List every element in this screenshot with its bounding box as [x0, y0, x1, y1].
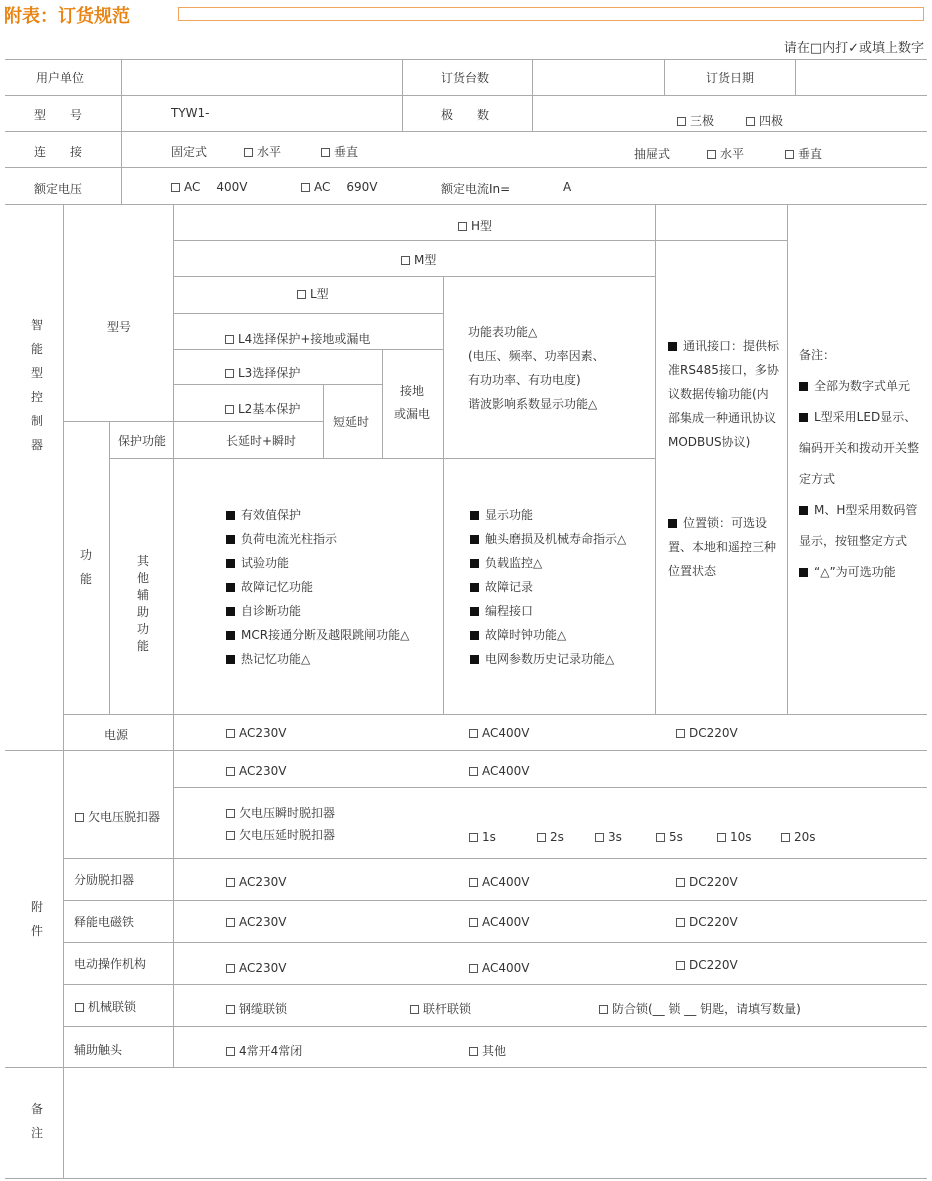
protection-label: 保护功能: [118, 434, 167, 448]
pole-4-option[interactable]: 四极: [746, 112, 783, 129]
checkbox[interactable]: [469, 918, 478, 927]
checkbox[interactable]: [75, 813, 84, 822]
checkbox[interactable]: [321, 148, 330, 157]
leakage-label: 或漏电: [394, 407, 431, 421]
checkbox[interactable]: [537, 833, 546, 842]
remarks-title: 备注：: [799, 348, 836, 362]
table-rule: [173, 384, 382, 385]
remarks-list: [799, 371, 923, 588]
checkbox[interactable]: [244, 148, 253, 157]
bullet-icon: [799, 568, 808, 577]
l-type-option[interactable]: L型: [297, 285, 329, 302]
function-label: 功能: [79, 548, 92, 586]
left-function-list: [226, 503, 409, 671]
aux-function-label: 其他辅助功能: [136, 554, 149, 653]
checkbox[interactable]: [226, 729, 235, 738]
pole-3-option[interactable]: 三极: [677, 112, 714, 129]
motor-operator-label: 电动操作机构: [74, 957, 147, 971]
checkbox[interactable]: [469, 833, 478, 842]
table-rule: [5, 95, 927, 96]
bullet-icon: [470, 559, 479, 568]
checkbox[interactable]: [225, 405, 234, 414]
bullet-icon: [799, 382, 808, 391]
order-qty-label: 订货台数: [441, 71, 490, 85]
fixed-vertical-option[interactable]: 垂直: [321, 143, 358, 160]
controller-label: 智能型控制器: [30, 318, 43, 452]
undervoltage-option[interactable]: 欠电压脱扣器: [75, 808, 160, 825]
interlock-option[interactable]: 机械联锁: [75, 998, 136, 1015]
table-rule: [109, 458, 655, 459]
bullet-icon: [470, 511, 479, 520]
checkbox[interactable]: [226, 831, 235, 840]
table-rule: [63, 204, 64, 1178]
checkbox[interactable]: [656, 833, 665, 842]
delay-2s-option[interactable]: 2s: [537, 830, 564, 844]
checkbox[interactable]: [469, 729, 478, 738]
table-rule: [63, 714, 927, 715]
bullet-icon: [226, 583, 235, 592]
remark-item: M、H型采用数码管显示，按钮整定方式: [799, 503, 918, 548]
list-item: 电网参数历史记录功能△: [470, 647, 626, 671]
cable-interlock-option[interactable]: 钢缆联锁: [226, 1000, 287, 1017]
motor-dc220-option[interactable]: DC220V: [676, 958, 738, 972]
list-item: 显示功能: [470, 503, 626, 527]
aux-other-option[interactable]: 其他: [469, 1042, 506, 1059]
list-item: 负载监控△: [470, 551, 626, 575]
model-label: 型 号: [34, 108, 83, 122]
user-unit-label: 用户单位: [36, 71, 85, 85]
checkbox[interactable]: [226, 878, 235, 887]
power-dc220-option[interactable]: DC220V: [676, 726, 738, 740]
delay-10s-option[interactable]: 10s: [717, 830, 752, 844]
table-border: [5, 59, 927, 60]
table-border: [5, 1178, 927, 1179]
list-item: 编程接口: [470, 599, 626, 623]
anti-close-lock-option[interactable]: 防合锁(__ 锁 __ 钥匙，请填写数量): [599, 1000, 801, 1017]
checkbox[interactable]: [676, 961, 685, 970]
bullet-icon: [470, 583, 479, 592]
list-item: 负荷电流光柱指示: [226, 527, 409, 551]
checkbox[interactable]: [785, 150, 794, 159]
table-rule: [121, 59, 122, 204]
table-rule: [443, 276, 444, 714]
list-item: 热记忆功能△: [226, 647, 409, 671]
closing-ac230-option[interactable]: AC230V: [226, 915, 287, 929]
table-rule: [173, 750, 174, 1067]
fixed-label: 固定式: [171, 145, 208, 159]
table-rule: [63, 900, 927, 901]
table-rule: [63, 858, 927, 859]
checkbox[interactable]: [226, 1005, 235, 1014]
m-type-option[interactable]: M型: [401, 251, 436, 268]
bullet-icon: [470, 535, 479, 544]
bullet-icon: [226, 559, 235, 568]
checkbox[interactable]: [469, 964, 478, 973]
table-rule: [173, 787, 927, 788]
table-rule: [787, 204, 788, 714]
notes-field[interactable]: [64, 1068, 926, 1177]
voltage-400-option[interactable]: AC 400V: [171, 180, 248, 194]
table-rule: [5, 750, 927, 751]
checkbox[interactable]: [676, 918, 685, 927]
protection-value: 长延时+瞬时: [226, 434, 297, 448]
title-decoration-bar: [178, 7, 924, 21]
connection-label: 连 接: [34, 145, 83, 159]
aux-4no4nc-option[interactable]: 4常开4常闭: [226, 1042, 302, 1059]
table-rule: [109, 421, 110, 714]
drawer-horizontal-option[interactable]: 水平: [707, 145, 744, 162]
table-rule: [5, 131, 927, 132]
page-title: 附表：订货规范: [4, 6, 130, 27]
bullet-icon: [799, 413, 808, 422]
checkbox[interactable]: [226, 1047, 235, 1056]
checkbox[interactable]: [401, 256, 410, 265]
table-rule: [173, 421, 323, 422]
checkbox[interactable]: [599, 1005, 608, 1014]
rod-interlock-option[interactable]: 联杆联锁: [410, 1000, 471, 1017]
list-item: 故障记录: [470, 575, 626, 599]
checkbox[interactable]: [171, 183, 180, 192]
delay-20s-option[interactable]: 20s: [781, 830, 816, 844]
drawer-label: 抽屉式: [634, 147, 671, 161]
delay-1s-option[interactable]: 1s: [469, 830, 496, 844]
rated-voltage-label: 额定电压: [34, 182, 83, 196]
list-item: 故障记忆功能: [226, 575, 409, 599]
table-rule: [664, 59, 665, 95]
model-value: TYW1-: [171, 106, 210, 120]
table-rule: [173, 204, 174, 750]
table-rule: [63, 1026, 927, 1027]
checkbox[interactable]: [677, 117, 686, 126]
controller-type-label: 型号: [107, 320, 132, 334]
order-date-label: 订货日期: [706, 71, 755, 85]
poles-label: 极 数: [441, 108, 490, 122]
bullet-icon: [668, 519, 677, 528]
motor-ac400-option[interactable]: AC400V: [469, 961, 530, 975]
checkbox[interactable]: [226, 918, 235, 927]
checkbox[interactable]: [225, 335, 234, 344]
drawer-vertical-option[interactable]: 垂直: [785, 145, 822, 162]
checkbox[interactable]: [226, 767, 235, 776]
checkbox[interactable]: [469, 878, 478, 887]
checkbox[interactable]: [707, 150, 716, 159]
meter-function-text: 功能表功能△ (电压、频率、功率因素、 有功功率、有功电度) 谐波影响系数显示功能△: [468, 325, 605, 411]
bullet-icon: [226, 631, 235, 640]
ground-label: 接地: [400, 384, 425, 398]
rated-current-label: 额定电流In=: [441, 182, 511, 196]
shunt-ac400-option[interactable]: AC400V: [469, 875, 530, 889]
table-rule: [173, 349, 443, 350]
short-delay-label: 短延时: [333, 415, 370, 429]
bullet-icon: [470, 607, 479, 616]
delay-5s-option[interactable]: 5s: [656, 830, 683, 844]
shunt-release-label: 分励脱扣器: [74, 873, 135, 887]
right-function-list: [470, 503, 626, 671]
uv-instant-option[interactable]: 欠电压瞬时脱扣器: [226, 804, 335, 821]
bullet-icon: [668, 342, 677, 351]
checkbox[interactable]: [781, 833, 790, 842]
l3-option[interactable]: L3选择保护: [225, 364, 300, 381]
bullet-icon: [470, 655, 479, 664]
checkbox[interactable]: [225, 369, 234, 378]
table-rule: [63, 984, 927, 985]
table-rule: [532, 59, 533, 131]
shunt-dc220-option[interactable]: DC220V: [676, 875, 738, 889]
position-lock-text: 位置锁：可选设置、本地和遥控三种位置状态: [668, 516, 777, 578]
power-label: 电源: [104, 728, 129, 742]
power-ac400-option[interactable]: AC400V: [469, 726, 530, 740]
shunt-ac230-option[interactable]: AC230V: [226, 875, 287, 889]
table-rule: [795, 59, 796, 95]
amp-unit: A: [563, 180, 572, 194]
table-rule: [173, 240, 787, 241]
table-rule: [655, 204, 656, 714]
table-rule: [173, 276, 655, 277]
list-item: 有效值保护: [226, 503, 409, 527]
notes-label: 备注: [30, 1102, 43, 1140]
closing-magnet-label: 释能电磁铁: [74, 915, 135, 929]
checkbox[interactable]: [469, 1047, 478, 1056]
power-ac230-option[interactable]: AC230V: [226, 726, 287, 740]
list-item: 触头磨损及机械寿命指示△: [470, 527, 626, 551]
fixed-horizontal-option[interactable]: 水平: [244, 143, 281, 160]
table-rule: [402, 59, 403, 131]
checkbox[interactable]: [676, 729, 685, 738]
l4-option[interactable]: L4选择保护+接地或漏电: [225, 330, 370, 347]
closing-dc220-option[interactable]: DC220V: [676, 915, 738, 929]
delay-3s-option[interactable]: 3s: [595, 830, 622, 844]
uv-ac400-option[interactable]: AC400V: [469, 764, 530, 778]
list-item: 故障时钟功能△: [470, 623, 626, 647]
table-rule: [323, 384, 324, 458]
checkbox[interactable]: [410, 1005, 419, 1014]
instruction-text: 请在□内打✓或填上数字: [783, 41, 924, 56]
table-rule: [5, 167, 927, 168]
closing-ac400-option[interactable]: AC400V: [469, 915, 530, 929]
aux-contact-label: 辅助触头: [74, 1043, 123, 1057]
remark-item: “△”为可选功能: [799, 557, 923, 588]
bullet-icon: [226, 511, 235, 520]
checkbox[interactable]: [676, 878, 685, 887]
remark-item: 全部为数字式单元: [799, 371, 923, 402]
checkbox[interactable]: [458, 222, 467, 231]
list-item: MCR接通分断及越限跳闸功能△: [226, 623, 409, 647]
h-type-option[interactable]: H型: [458, 217, 492, 234]
uv-ac230-option[interactable]: AC230V: [226, 764, 287, 778]
bullet-icon: [226, 655, 235, 664]
bullet-icon: [470, 631, 479, 640]
bullet-icon: [226, 535, 235, 544]
list-item: 试验功能: [226, 551, 409, 575]
remark-item: L型采用LED显示、编码开关和拨动开关整定方式: [799, 410, 920, 486]
uv-delay-option[interactable]: 欠电压延时脱扣器: [226, 826, 335, 843]
table-rule: [382, 349, 383, 458]
table-rule: [173, 313, 443, 314]
comm-interface-text: 通讯接口：提供标准RS485接口，多协议数据传输功能(内部集成一种通讯协议MODBUS协议): [668, 339, 780, 449]
checkbox[interactable]: [746, 117, 755, 126]
checkbox[interactable]: [469, 767, 478, 776]
bullet-icon: [799, 506, 808, 515]
checkbox[interactable]: [75, 1003, 84, 1012]
table-rule: [63, 942, 927, 943]
bullet-icon: [226, 607, 235, 616]
table-rule: [5, 204, 927, 205]
checkbox[interactable]: [717, 833, 726, 842]
checkbox[interactable]: [595, 833, 604, 842]
checkbox[interactable]: [301, 183, 310, 192]
table-rule: [63, 421, 173, 422]
checkbox[interactable]: [297, 290, 306, 299]
l2-option[interactable]: L2基本保护: [225, 400, 300, 417]
checkbox[interactable]: [226, 809, 235, 818]
accessories-label: 附件: [30, 900, 43, 938]
list-item: 自诊断功能: [226, 599, 409, 623]
motor-ac230-option[interactable]: AC230V: [226, 961, 287, 975]
checkbox[interactable]: [226, 964, 235, 973]
voltage-690-option[interactable]: AC 690V: [301, 180, 378, 194]
